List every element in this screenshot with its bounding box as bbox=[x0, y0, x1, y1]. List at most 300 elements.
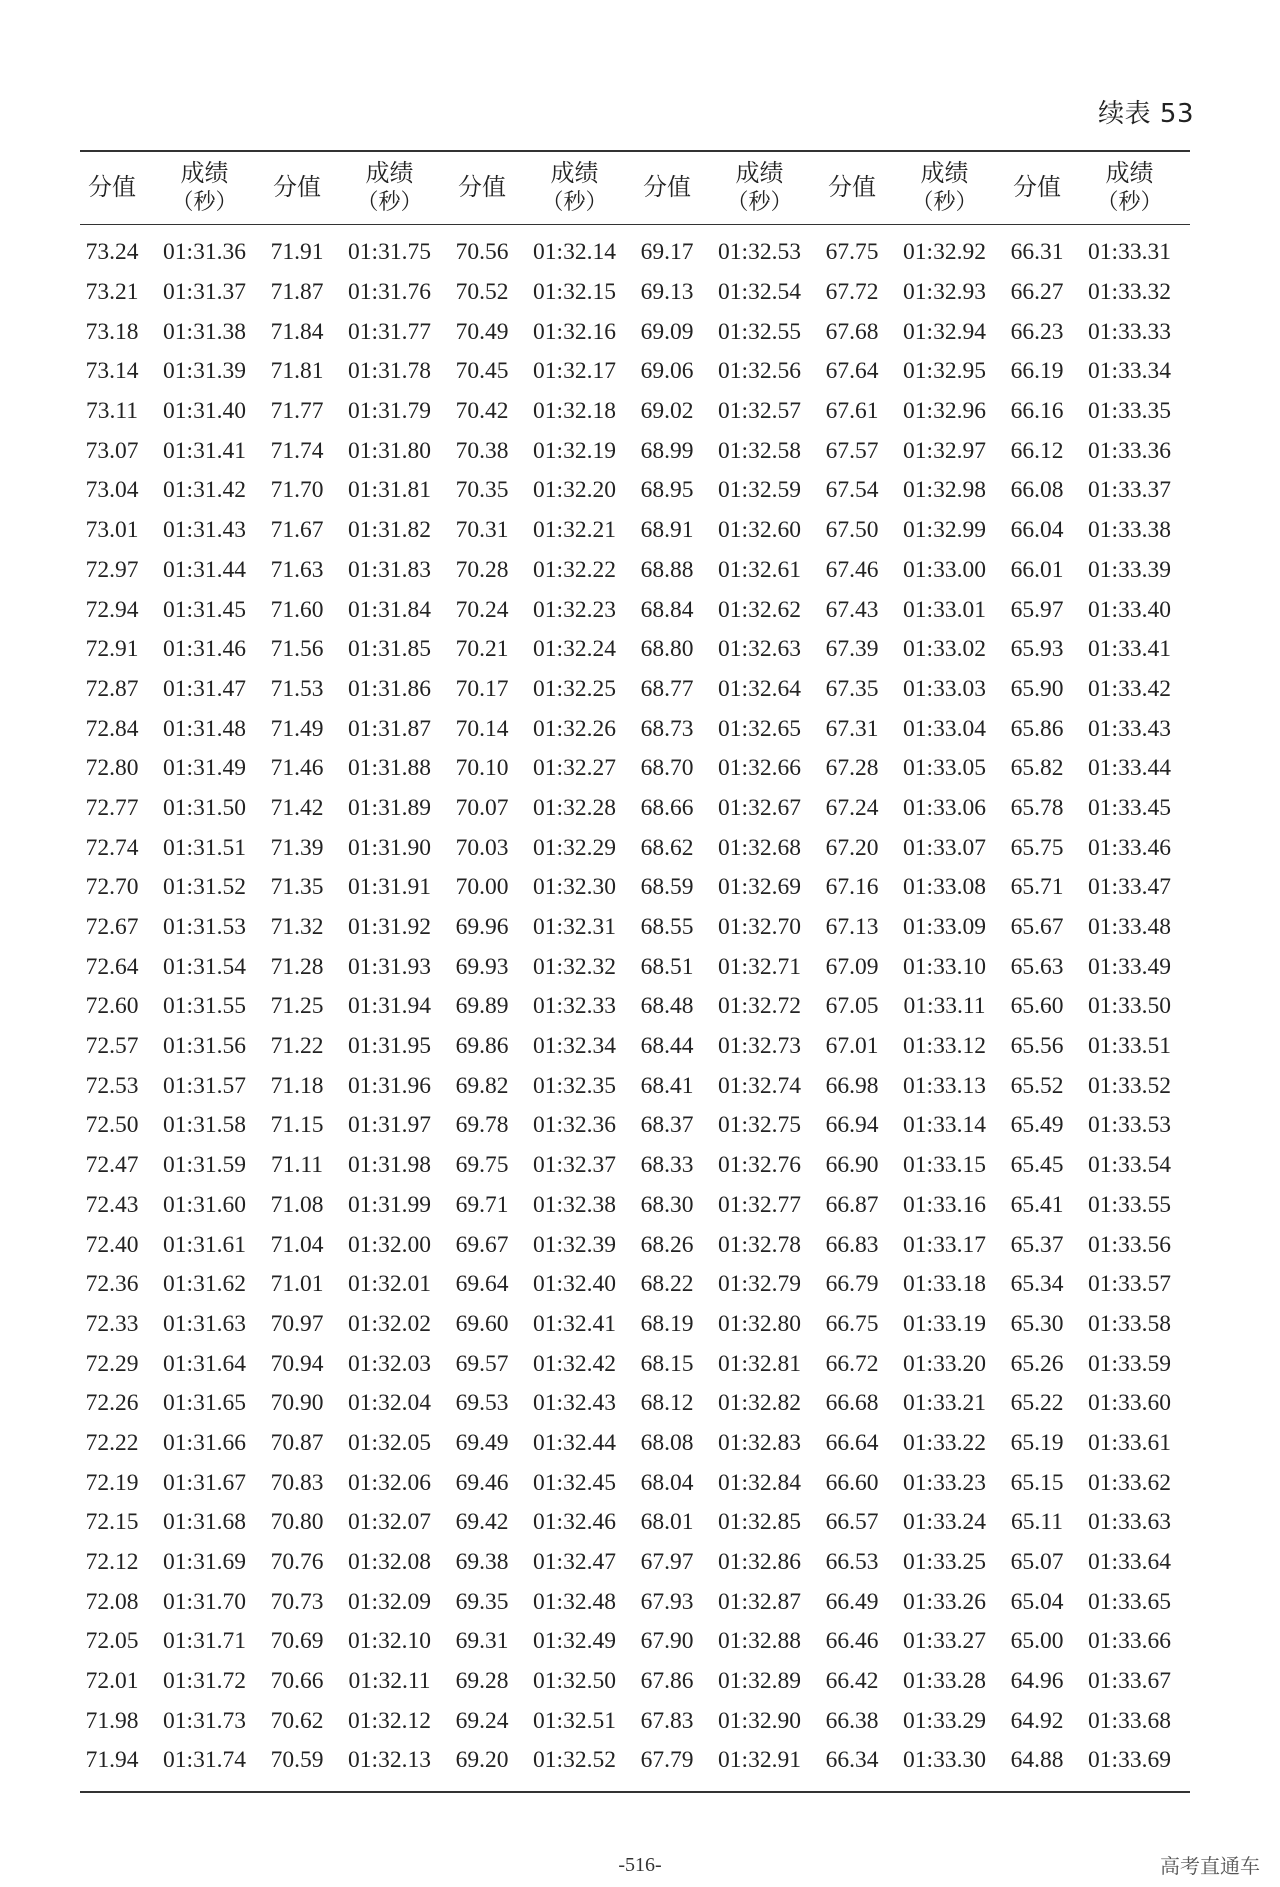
result-cell: 01:31.49 bbox=[163, 755, 246, 782]
result-cell: 01:31.47 bbox=[163, 675, 246, 702]
result-cell: 01:33.35 bbox=[1088, 398, 1171, 425]
score-cell: 67.79 bbox=[640, 1747, 694, 1774]
score-cell: 68.91 bbox=[640, 517, 694, 544]
score-cell: 65.52 bbox=[1010, 1072, 1064, 1099]
score-cell: 72.43 bbox=[85, 1191, 139, 1218]
score-cell: 65.19 bbox=[1010, 1429, 1064, 1456]
score-cell: 68.48 bbox=[640, 993, 694, 1020]
result-cell: 01:33.33 bbox=[1088, 318, 1171, 345]
score-cell: 66.27 bbox=[1010, 279, 1064, 306]
score-cell: 73.21 bbox=[85, 279, 139, 306]
score-cell: 70.00 bbox=[455, 874, 509, 901]
header-result-unit: （秒） bbox=[726, 190, 793, 216]
result-cell: 01:32.95 bbox=[903, 358, 986, 385]
score-cell: 71.67 bbox=[270, 517, 324, 544]
result-cell: 01:32.06 bbox=[348, 1469, 431, 1496]
result-cell: 01:32.77 bbox=[718, 1191, 801, 1218]
score-cell: 65.71 bbox=[1010, 874, 1064, 901]
result-cell: 01:33.32 bbox=[1088, 279, 1171, 306]
score-cell: 72.53 bbox=[85, 1072, 139, 1099]
score-cell: 66.83 bbox=[825, 1231, 879, 1258]
result-cell: 01:32.61 bbox=[718, 556, 801, 583]
score-cell: 67.20 bbox=[825, 834, 879, 861]
result-cell: 01:31.78 bbox=[348, 358, 431, 385]
table-row bbox=[80, 749, 1190, 789]
result-cell: 01:32.71 bbox=[718, 953, 801, 980]
score-cell: 67.13 bbox=[825, 914, 879, 941]
score-cell: 68.99 bbox=[640, 437, 694, 464]
result-cell: 01:32.25 bbox=[533, 675, 616, 702]
result-cell: 01:33.07 bbox=[903, 834, 986, 861]
result-cell: 01:32.28 bbox=[533, 794, 616, 821]
header-result-unit: （秒） bbox=[541, 190, 608, 216]
table-row bbox=[80, 1146, 1190, 1186]
result-cell: 01:31.76 bbox=[348, 279, 431, 306]
score-cell: 67.24 bbox=[825, 794, 879, 821]
score-cell: 65.41 bbox=[1010, 1191, 1064, 1218]
result-cell: 01:32.24 bbox=[533, 636, 616, 663]
table-row bbox=[80, 1543, 1190, 1583]
result-cell: 01:33.10 bbox=[903, 953, 986, 980]
result-cell: 01:33.50 bbox=[1088, 993, 1171, 1020]
score-cell: 70.17 bbox=[455, 675, 509, 702]
score-cell: 67.05 bbox=[825, 993, 879, 1020]
score-cell: 72.60 bbox=[85, 993, 139, 1020]
result-cell: 01:33.54 bbox=[1088, 1152, 1171, 1179]
score-cell: 70.24 bbox=[455, 596, 509, 623]
score-cell: 67.31 bbox=[825, 715, 879, 742]
result-cell: 01:32.27 bbox=[533, 755, 616, 782]
score-cell: 68.04 bbox=[640, 1469, 694, 1496]
result-cell: 01:32.91 bbox=[718, 1747, 801, 1774]
score-cell: 66.57 bbox=[825, 1509, 879, 1536]
result-cell: 01:32.30 bbox=[533, 874, 616, 901]
score-cell: 64.88 bbox=[1010, 1747, 1064, 1774]
score-cell: 72.64 bbox=[85, 953, 139, 980]
result-cell: 01:33.11 bbox=[903, 993, 986, 1020]
score-cell: 67.46 bbox=[825, 556, 879, 583]
result-cell: 01:33.36 bbox=[1088, 437, 1171, 464]
score-cell: 65.26 bbox=[1010, 1350, 1064, 1377]
result-cell: 01:33.69 bbox=[1088, 1747, 1171, 1774]
score-cell: 72.50 bbox=[85, 1112, 139, 1139]
result-cell: 01:31.98 bbox=[348, 1152, 431, 1179]
score-cell: 72.77 bbox=[85, 794, 139, 821]
score-cell: 67.68 bbox=[825, 318, 879, 345]
table-caption: 续表 53 bbox=[1098, 99, 1194, 129]
header-score: 分值 bbox=[88, 173, 136, 202]
score-cell: 67.35 bbox=[825, 675, 879, 702]
table-row bbox=[80, 1066, 1190, 1106]
score-cell: 65.30 bbox=[1010, 1310, 1064, 1337]
result-cell: 01:32.84 bbox=[718, 1469, 801, 1496]
score-cell: 73.01 bbox=[85, 517, 139, 544]
score-cell: 69.71 bbox=[455, 1191, 509, 1218]
result-cell: 01:33.06 bbox=[903, 794, 986, 821]
result-cell: 01:33.27 bbox=[903, 1628, 986, 1655]
result-cell: 01:32.35 bbox=[533, 1072, 616, 1099]
result-cell: 01:32.04 bbox=[348, 1390, 431, 1417]
header-result-label: 成绩 bbox=[1105, 159, 1154, 188]
score-cell: 72.05 bbox=[85, 1628, 139, 1655]
header-score: 分值 bbox=[273, 173, 321, 202]
score-cell: 65.45 bbox=[1010, 1152, 1064, 1179]
result-cell: 01:31.67 bbox=[163, 1469, 246, 1496]
table-row bbox=[80, 709, 1190, 749]
score-cell: 72.94 bbox=[85, 596, 139, 623]
score-cell: 70.90 bbox=[270, 1390, 324, 1417]
result-cell: 01:32.44 bbox=[533, 1429, 616, 1456]
result-cell: 01:31.85 bbox=[348, 636, 431, 663]
result-cell: 01:31.81 bbox=[348, 477, 431, 504]
score-cell: 73.18 bbox=[85, 318, 139, 345]
score-cell: 69.64 bbox=[455, 1271, 509, 1298]
result-cell: 01:31.72 bbox=[163, 1668, 246, 1695]
score-cell: 72.80 bbox=[85, 755, 139, 782]
score-cell: 71.42 bbox=[270, 794, 324, 821]
result-cell: 01:31.58 bbox=[163, 1112, 246, 1139]
result-cell: 01:32.18 bbox=[533, 398, 616, 425]
result-cell: 01:33.08 bbox=[903, 874, 986, 901]
result-cell: 01:32.36 bbox=[533, 1112, 616, 1139]
result-cell: 01:33.05 bbox=[903, 755, 986, 782]
result-cell: 01:31.71 bbox=[163, 1628, 246, 1655]
result-cell: 01:32.75 bbox=[718, 1112, 801, 1139]
result-cell: 01:32.98 bbox=[903, 477, 986, 504]
result-cell: 01:33.68 bbox=[1088, 1707, 1171, 1734]
score-cell: 66.75 bbox=[825, 1310, 879, 1337]
result-cell: 01:31.96 bbox=[348, 1072, 431, 1099]
score-cell: 66.60 bbox=[825, 1469, 879, 1496]
result-cell: 01:32.51 bbox=[533, 1707, 616, 1734]
table-row bbox=[80, 1265, 1190, 1305]
score-cell: 67.50 bbox=[825, 517, 879, 544]
score-cell: 72.57 bbox=[85, 1033, 139, 1060]
table-row bbox=[80, 987, 1190, 1027]
score-cell: 65.90 bbox=[1010, 675, 1064, 702]
score-cell: 67.09 bbox=[825, 953, 879, 980]
score-cell: 66.42 bbox=[825, 1668, 879, 1695]
result-cell: 01:31.51 bbox=[163, 834, 246, 861]
result-cell: 01:32.03 bbox=[348, 1350, 431, 1377]
score-cell: 65.04 bbox=[1010, 1588, 1064, 1615]
score-cell: 66.23 bbox=[1010, 318, 1064, 345]
score-cell: 72.26 bbox=[85, 1390, 139, 1417]
result-cell: 01:33.62 bbox=[1088, 1469, 1171, 1496]
result-cell: 01:33.67 bbox=[1088, 1668, 1171, 1695]
result-cell: 01:33.00 bbox=[903, 556, 986, 583]
score-cell: 71.84 bbox=[270, 318, 324, 345]
result-cell: 01:32.59 bbox=[718, 477, 801, 504]
score-cell: 69.75 bbox=[455, 1152, 509, 1179]
score-cell: 71.56 bbox=[270, 636, 324, 663]
score-cell: 69.31 bbox=[455, 1628, 509, 1655]
result-cell: 01:33.22 bbox=[903, 1429, 986, 1456]
score-cell: 68.59 bbox=[640, 874, 694, 901]
table-row bbox=[80, 392, 1190, 432]
table-row bbox=[80, 273, 1190, 313]
score-cell: 69.82 bbox=[455, 1072, 509, 1099]
score-cell: 71.60 bbox=[270, 596, 324, 623]
score-cell: 67.61 bbox=[825, 398, 879, 425]
result-cell: 01:33.37 bbox=[1088, 477, 1171, 504]
result-cell: 01:32.47 bbox=[533, 1549, 616, 1576]
score-cell: 72.33 bbox=[85, 1310, 139, 1337]
score-cell: 71.25 bbox=[270, 993, 324, 1020]
score-cell: 69.67 bbox=[455, 1231, 509, 1258]
result-cell: 01:31.69 bbox=[163, 1549, 246, 1576]
score-cell: 72.40 bbox=[85, 1231, 139, 1258]
result-cell: 01:32.94 bbox=[903, 318, 986, 345]
score-cell: 68.33 bbox=[640, 1152, 694, 1179]
table-row bbox=[80, 868, 1190, 908]
result-cell: 01:32.34 bbox=[533, 1033, 616, 1060]
result-cell: 01:33.51 bbox=[1088, 1033, 1171, 1060]
result-cell: 01:32.23 bbox=[533, 596, 616, 623]
score-cell: 68.80 bbox=[640, 636, 694, 663]
result-cell: 01:32.72 bbox=[718, 993, 801, 1020]
result-cell: 01:33.23 bbox=[903, 1469, 986, 1496]
result-cell: 01:33.63 bbox=[1088, 1509, 1171, 1536]
score-cell: 67.28 bbox=[825, 755, 879, 782]
header-result-label: 成绩 bbox=[550, 159, 599, 188]
score-cell: 71.98 bbox=[85, 1707, 139, 1734]
result-cell: 01:31.74 bbox=[163, 1747, 246, 1774]
result-cell: 01:32.81 bbox=[718, 1350, 801, 1377]
score-cell: 68.84 bbox=[640, 596, 694, 623]
result-cell: 01:33.55 bbox=[1088, 1191, 1171, 1218]
result-cell: 01:32.40 bbox=[533, 1271, 616, 1298]
result-cell: 01:31.53 bbox=[163, 914, 246, 941]
table-row bbox=[80, 431, 1190, 471]
result-cell: 01:33.40 bbox=[1088, 596, 1171, 623]
score-cell: 67.83 bbox=[640, 1707, 694, 1734]
score-cell: 65.34 bbox=[1010, 1271, 1064, 1298]
header-result bbox=[1069, 151, 1190, 225]
result-cell: 01:33.01 bbox=[903, 596, 986, 623]
score-cell: 68.51 bbox=[640, 953, 694, 980]
score-cell: 71.18 bbox=[270, 1072, 324, 1099]
result-cell: 01:31.54 bbox=[163, 953, 246, 980]
score-cell: 72.01 bbox=[85, 1668, 139, 1695]
result-cell: 01:31.63 bbox=[163, 1310, 246, 1337]
result-cell: 01:32.57 bbox=[718, 398, 801, 425]
score-cell: 73.11 bbox=[85, 398, 138, 425]
score-cell: 65.56 bbox=[1010, 1033, 1064, 1060]
result-cell: 01:32.42 bbox=[533, 1350, 616, 1377]
result-cell: 01:31.94 bbox=[348, 993, 431, 1020]
score-cell: 66.01 bbox=[1010, 556, 1064, 583]
result-cell: 01:32.46 bbox=[533, 1509, 616, 1536]
table-row bbox=[80, 828, 1190, 868]
score-cell: 70.28 bbox=[455, 556, 509, 583]
score-cell: 69.24 bbox=[455, 1707, 509, 1734]
score-cell: 68.26 bbox=[640, 1231, 694, 1258]
header-result bbox=[144, 151, 265, 225]
result-cell: 01:32.70 bbox=[718, 914, 801, 941]
score-cell: 66.08 bbox=[1010, 477, 1064, 504]
result-cell: 01:32.74 bbox=[718, 1072, 801, 1099]
score-table bbox=[80, 150, 1190, 1793]
result-cell: 01:33.13 bbox=[903, 1072, 986, 1099]
table-row bbox=[80, 1106, 1190, 1146]
result-cell: 01:32.37 bbox=[533, 1152, 616, 1179]
score-cell: 69.20 bbox=[455, 1747, 509, 1774]
score-cell: 70.14 bbox=[455, 715, 509, 742]
result-cell: 01:31.95 bbox=[348, 1033, 431, 1060]
score-cell: 64.96 bbox=[1010, 1668, 1064, 1695]
score-cell: 71.74 bbox=[270, 437, 324, 464]
result-cell: 01:32.64 bbox=[718, 675, 801, 702]
score-cell: 72.12 bbox=[85, 1549, 139, 1576]
result-cell: 01:31.66 bbox=[163, 1429, 246, 1456]
result-cell: 01:33.14 bbox=[903, 1112, 986, 1139]
score-cell: 70.69 bbox=[270, 1628, 324, 1655]
score-cell: 68.55 bbox=[640, 914, 694, 941]
result-cell: 01:33.48 bbox=[1088, 914, 1171, 941]
score-cell: 70.87 bbox=[270, 1429, 324, 1456]
result-cell: 01:32.60 bbox=[718, 517, 801, 544]
result-cell: 01:32.58 bbox=[718, 437, 801, 464]
score-cell: 66.12 bbox=[1010, 437, 1064, 464]
result-cell: 01:33.24 bbox=[903, 1509, 986, 1536]
score-cell: 66.46 bbox=[825, 1628, 879, 1655]
score-cell: 68.73 bbox=[640, 715, 694, 742]
score-cell: 71.39 bbox=[270, 834, 324, 861]
result-cell: 01:32.12 bbox=[348, 1707, 431, 1734]
page-number: -516- bbox=[618, 1854, 662, 1876]
score-cell: 65.75 bbox=[1010, 834, 1064, 861]
result-cell: 01:33.20 bbox=[903, 1350, 986, 1377]
result-cell: 01:31.43 bbox=[163, 517, 246, 544]
result-cell: 01:32.67 bbox=[718, 794, 801, 821]
result-cell: 01:32.62 bbox=[718, 596, 801, 623]
result-cell: 01:31.38 bbox=[163, 318, 246, 345]
score-cell: 69.78 bbox=[455, 1112, 509, 1139]
score-cell: 65.00 bbox=[1010, 1628, 1064, 1655]
score-cell: 72.70 bbox=[85, 874, 139, 901]
score-cell: 68.01 bbox=[640, 1509, 694, 1536]
result-cell: 01:31.45 bbox=[163, 596, 246, 623]
score-cell: 70.38 bbox=[455, 437, 509, 464]
score-cell: 72.91 bbox=[85, 636, 139, 663]
result-cell: 01:31.68 bbox=[163, 1509, 246, 1536]
result-cell: 01:32.85 bbox=[718, 1509, 801, 1536]
score-cell: 67.39 bbox=[825, 636, 879, 663]
result-cell: 01:32.49 bbox=[533, 1628, 616, 1655]
result-cell: 01:32.09 bbox=[348, 1588, 431, 1615]
header-score: 分值 bbox=[1013, 173, 1061, 202]
score-cell: 68.12 bbox=[640, 1390, 694, 1417]
score-cell: 72.47 bbox=[85, 1152, 139, 1179]
score-cell: 69.17 bbox=[640, 239, 694, 266]
score-cell: 66.87 bbox=[825, 1191, 879, 1218]
result-cell: 01:31.82 bbox=[348, 517, 431, 544]
result-cell: 01:33.39 bbox=[1088, 556, 1171, 583]
score-cell: 72.67 bbox=[85, 914, 139, 941]
result-cell: 01:33.34 bbox=[1088, 358, 1171, 385]
result-cell: 01:33.49 bbox=[1088, 953, 1171, 980]
result-cell: 01:32.19 bbox=[533, 437, 616, 464]
score-cell: 69.02 bbox=[640, 398, 694, 425]
result-cell: 01:33.53 bbox=[1088, 1112, 1171, 1139]
result-cell: 01:33.29 bbox=[903, 1707, 986, 1734]
result-cell: 01:33.15 bbox=[903, 1152, 986, 1179]
score-cell: 68.19 bbox=[640, 1310, 694, 1337]
table-row bbox=[80, 1424, 1190, 1464]
result-cell: 01:32.10 bbox=[348, 1628, 431, 1655]
result-cell: 01:32.90 bbox=[718, 1707, 801, 1734]
result-cell: 01:31.84 bbox=[348, 596, 431, 623]
score-cell: 65.07 bbox=[1010, 1549, 1064, 1576]
result-cell: 01:32.21 bbox=[533, 517, 616, 544]
result-cell: 01:32.66 bbox=[718, 755, 801, 782]
header-result-label: 成绩 bbox=[180, 159, 229, 188]
result-cell: 01:33.58 bbox=[1088, 1310, 1171, 1337]
header-result-label: 成绩 bbox=[920, 159, 969, 188]
result-cell: 01:31.52 bbox=[163, 874, 246, 901]
score-cell: 70.66 bbox=[270, 1668, 324, 1695]
score-cell: 66.90 bbox=[825, 1152, 879, 1179]
result-cell: 01:31.99 bbox=[348, 1191, 431, 1218]
score-cell: 68.30 bbox=[640, 1191, 694, 1218]
score-cell: 71.15 bbox=[270, 1112, 324, 1139]
score-cell: 65.93 bbox=[1010, 636, 1064, 663]
result-cell: 01:31.55 bbox=[163, 993, 246, 1020]
score-cell: 71.53 bbox=[270, 675, 324, 702]
score-cell: 72.36 bbox=[85, 1271, 139, 1298]
result-cell: 01:31.40 bbox=[163, 398, 246, 425]
score-cell: 69.42 bbox=[455, 1509, 509, 1536]
header-score: 分值 bbox=[828, 173, 876, 202]
result-cell: 01:33.42 bbox=[1088, 675, 1171, 702]
result-cell: 01:31.64 bbox=[163, 1350, 246, 1377]
score-cell: 67.93 bbox=[640, 1588, 694, 1615]
result-cell: 01:32.55 bbox=[718, 318, 801, 345]
score-cell: 66.79 bbox=[825, 1271, 879, 1298]
result-cell: 01:33.04 bbox=[903, 715, 986, 742]
table-row bbox=[80, 947, 1190, 987]
score-cell: 69.89 bbox=[455, 993, 509, 1020]
score-cell: 70.59 bbox=[270, 1747, 324, 1774]
score-cell: 71.01 bbox=[270, 1271, 324, 1298]
result-cell: 01:32.93 bbox=[903, 279, 986, 306]
result-cell: 01:33.16 bbox=[903, 1191, 986, 1218]
score-cell: 72.84 bbox=[85, 715, 139, 742]
result-cell: 01:32.20 bbox=[533, 477, 616, 504]
result-cell: 01:31.36 bbox=[163, 239, 246, 266]
score-cell: 71.70 bbox=[270, 477, 324, 504]
result-cell: 01:31.42 bbox=[163, 477, 246, 504]
result-cell: 01:32.02 bbox=[348, 1310, 431, 1337]
result-cell: 01:32.96 bbox=[903, 398, 986, 425]
result-cell: 01:32.97 bbox=[903, 437, 986, 464]
result-cell: 01:33.56 bbox=[1088, 1231, 1171, 1258]
result-cell: 01:31.80 bbox=[348, 437, 431, 464]
table-row bbox=[80, 1027, 1190, 1067]
table-row bbox=[80, 1622, 1190, 1662]
score-cell: 67.57 bbox=[825, 437, 879, 464]
result-cell: 01:32.82 bbox=[718, 1390, 801, 1417]
table-row bbox=[80, 789, 1190, 829]
score-cell: 69.93 bbox=[455, 953, 509, 980]
score-cell: 70.80 bbox=[270, 1509, 324, 1536]
header-result bbox=[514, 151, 635, 225]
score-cell: 66.16 bbox=[1010, 398, 1064, 425]
result-cell: 01:32.43 bbox=[533, 1390, 616, 1417]
score-cell: 72.22 bbox=[85, 1429, 139, 1456]
score-cell: 65.22 bbox=[1010, 1390, 1064, 1417]
